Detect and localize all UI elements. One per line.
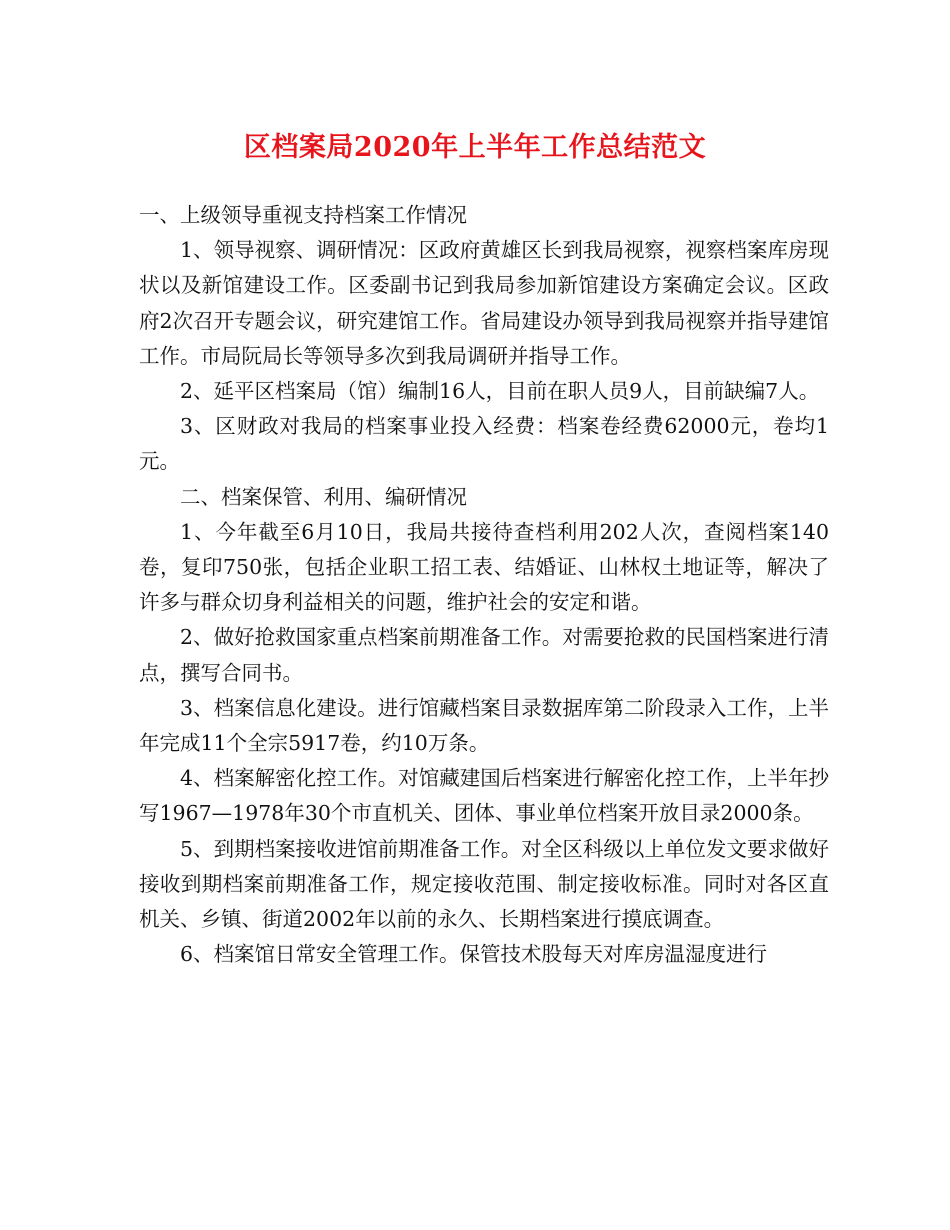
paragraph: 4、档案解密化控工作。对馆藏建国后档案进行解密化控工作，上半年抄写1967—1978年30个市直机关、团体、事业单位档案开放目录2000条。 xyxy=(139,766,829,826)
paragraph: 3、档案信息化建设。进行馆藏档案目录数据库第二阶段录入工作，上半年完成11个全宗5917卷，约10万条。 xyxy=(139,695,829,756)
section-heading-1: 一、上级领导重视支持档案工作情况 xyxy=(139,203,467,227)
document-body xyxy=(139,198,829,972)
paragraph: 1、今年截至6月10日，我局共接待查档利用202人次，查阅档案140卷，复印750张，包括企业职工招工表、结婚证、山林权土地证等，解决了许多与群众切身利益相关的问题，维护社会的安定和谐。 xyxy=(139,519,829,615)
paragraph: 5、到期档案接收进馆前期准备工作。对全区科级以上单位发文要求做好接收到期档案前期准备工作，规定接收范围、制定接收标准。同时对各区直机关、乡镇、街道2002年以前的永久、长期档案进行摸底调查。 xyxy=(139,836,829,932)
paragraph: 2、做好抢救国家重点档案前期准备工作。对需要抢救的民国档案进行清点，撰写合同书。 xyxy=(139,625,829,685)
paragraph: 6、档案馆日常安全管理工作。保管技术股每天对库房温湿度进行 xyxy=(180,942,768,967)
paragraph: 2、延平区档案局（馆）编制16人，目前在职人员9人，目前缺编7人。 xyxy=(180,379,820,404)
document-title: 区档案局2020年上半年工作总结范文 xyxy=(243,132,707,163)
paragraph: 3、区财政对我局的档案事业投入经费：档案卷经费62000元，卷均1元。 xyxy=(139,414,829,474)
paragraph: 1、领导视察、调研情况：区政府黄雄区长到我局视察，视察档案库房现状以及新馆建设工作。区委副书记到我局参加新馆建设方案确定会议。区政府2次召开专题会议，研究建馆工作。省局建设办领导到我局视察并指导建馆工作。市局阮局长等领导多次到我局调研并指导工作。 xyxy=(139,238,829,368)
section-heading-2: 二、档案保管、利用、编研情况 xyxy=(180,484,467,509)
